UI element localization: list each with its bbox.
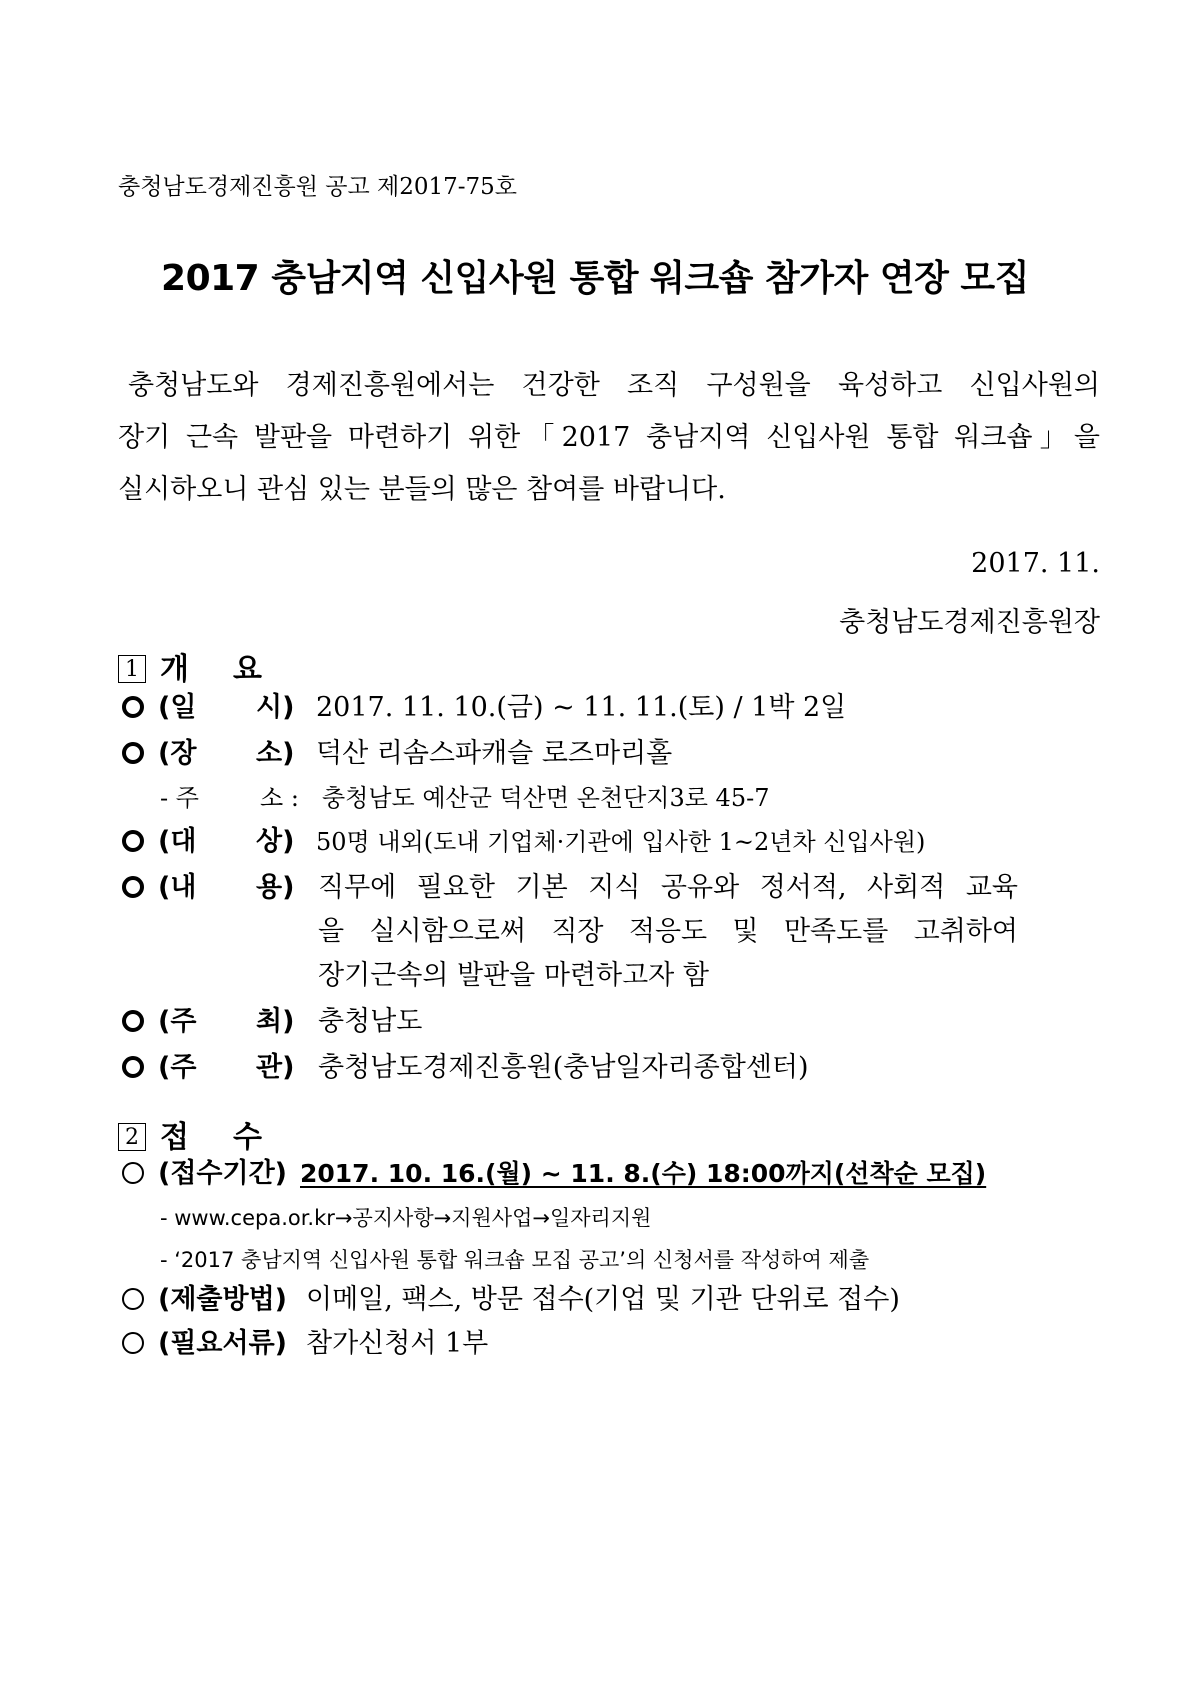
target-value: 50명 내외(도내 기업체·기관에 입사한 1~2년차 신입사원) bbox=[316, 828, 926, 856]
method-value: 이메일, 팩스, 방문 접수(기업 및 기관 단위로 접수) bbox=[306, 1284, 900, 1315]
content-line-1: 직무에 필요한 기본 지식 공유와 정서적, 사회적 교육 bbox=[318, 872, 1018, 903]
section-1-number: 1 bbox=[118, 655, 146, 683]
venue-label-close: 소) bbox=[256, 738, 295, 769]
host-row bbox=[122, 1000, 144, 1044]
method-label: (제출방법) bbox=[158, 1284, 288, 1315]
content-line-2: 을 실시함으로써 직장 적응도 및 만족도를 고취하여 bbox=[318, 916, 1018, 947]
content-label-open: (내 bbox=[158, 872, 197, 903]
schedule-label-close: 시) bbox=[256, 692, 295, 723]
intro-line-3: 실시하오니 관심 있는 분들의 많은 참여를 바랍니다. bbox=[118, 474, 726, 505]
notice-number: 충청남도경제진흥원 공고 제2017-75호 bbox=[118, 174, 518, 200]
documents-row bbox=[122, 1322, 144, 1366]
documents-value: 참가신청서 1부 bbox=[306, 1328, 489, 1359]
venue-row bbox=[122, 732, 144, 776]
application-form-note: - ‘2017 충남지역 신입사원 통합 워크숍 모집 공고’의 신청서를 작성하여 제출 bbox=[160, 1248, 870, 1272]
target-row bbox=[122, 820, 144, 864]
target-label-close: 상) bbox=[256, 826, 295, 857]
circle-bullet-icon bbox=[122, 876, 144, 898]
content-label-close: 용) bbox=[256, 872, 295, 903]
circle-bullet-icon bbox=[122, 1288, 144, 1310]
intro-line-2: 장기 근속 발판을 마련하기 위한「2017 충남지역 신입사원 통합 워크숍」을 bbox=[118, 422, 1100, 453]
circle-bullet-icon bbox=[122, 742, 144, 764]
documents-label: (필요서류) bbox=[158, 1328, 288, 1359]
organizer-value: 충청남도경제진흥원(충남일자리종합센터) bbox=[318, 1052, 809, 1083]
section-2-number: 2 bbox=[118, 1123, 146, 1151]
organizer-row bbox=[122, 1046, 144, 1090]
issuer-name: 충청남도경제진흥원장 bbox=[839, 607, 1100, 638]
circle-bullet-icon bbox=[122, 1056, 144, 1078]
circle-bullet-icon bbox=[122, 696, 144, 718]
intro-line-1: 충청남도와 경제진흥원에서는 건강한 조직 구성원을 육성하고 신입사원의 bbox=[128, 370, 1100, 401]
period-value: 2017. 10. 16.(월) ~ 11. 8.(수) 18:00까지(선착순 모집) bbox=[300, 1159, 987, 1188]
organizer-label-open: (주 bbox=[158, 1052, 197, 1083]
section-2-heading bbox=[118, 1112, 306, 1156]
circle-bullet-icon bbox=[122, 1332, 144, 1354]
venue-label-open: (장 bbox=[158, 738, 197, 769]
period-label: (접수기간) bbox=[158, 1158, 288, 1189]
address-label-open: - 주 bbox=[160, 784, 199, 812]
host-value: 충청남도 bbox=[318, 1006, 423, 1037]
section-1-label: 개요 bbox=[160, 652, 306, 687]
circle-bullet-icon bbox=[122, 1162, 144, 1184]
schedule-label-open: (일 bbox=[158, 692, 197, 723]
content-line-3: 장기근속의 발판을 마련하고자 함 bbox=[318, 960, 709, 991]
intro-paragraph bbox=[118, 360, 1100, 516]
method-row bbox=[122, 1278, 144, 1322]
application-path: - www.cepa.or.kr→공지사항→지원사업→일자리지원 bbox=[160, 1206, 652, 1230]
host-label-open: (주 bbox=[158, 1006, 197, 1037]
organizer-label-close: 관) bbox=[256, 1052, 295, 1083]
venue-value: 덕산 리솜스파캐슬 로즈마리홀 bbox=[316, 738, 673, 769]
section-2-label: 접수 bbox=[160, 1120, 306, 1155]
content-row bbox=[122, 866, 144, 910]
target-label-open: (대 bbox=[158, 826, 197, 857]
address-value: 충청남도 예산군 덕산면 온천단지3로 45-7 bbox=[322, 784, 770, 812]
section-1-heading bbox=[118, 644, 306, 688]
address-label-close: 소 : bbox=[260, 784, 299, 812]
schedule-row bbox=[122, 686, 144, 730]
circle-bullet-icon bbox=[122, 1010, 144, 1032]
notice-date: 2017. 11. bbox=[971, 548, 1100, 579]
period-row bbox=[122, 1152, 144, 1196]
host-label-close: 최) bbox=[256, 1006, 295, 1037]
page-title: 2017 충남지역 신입사원 통합 워크숍 참가자 연장 모집 bbox=[161, 258, 1029, 299]
circle-bullet-icon bbox=[122, 830, 144, 852]
schedule-value: 2017. 11. 10.(금) ~ 11. 11.(토) / 1박 2일 bbox=[316, 692, 847, 723]
